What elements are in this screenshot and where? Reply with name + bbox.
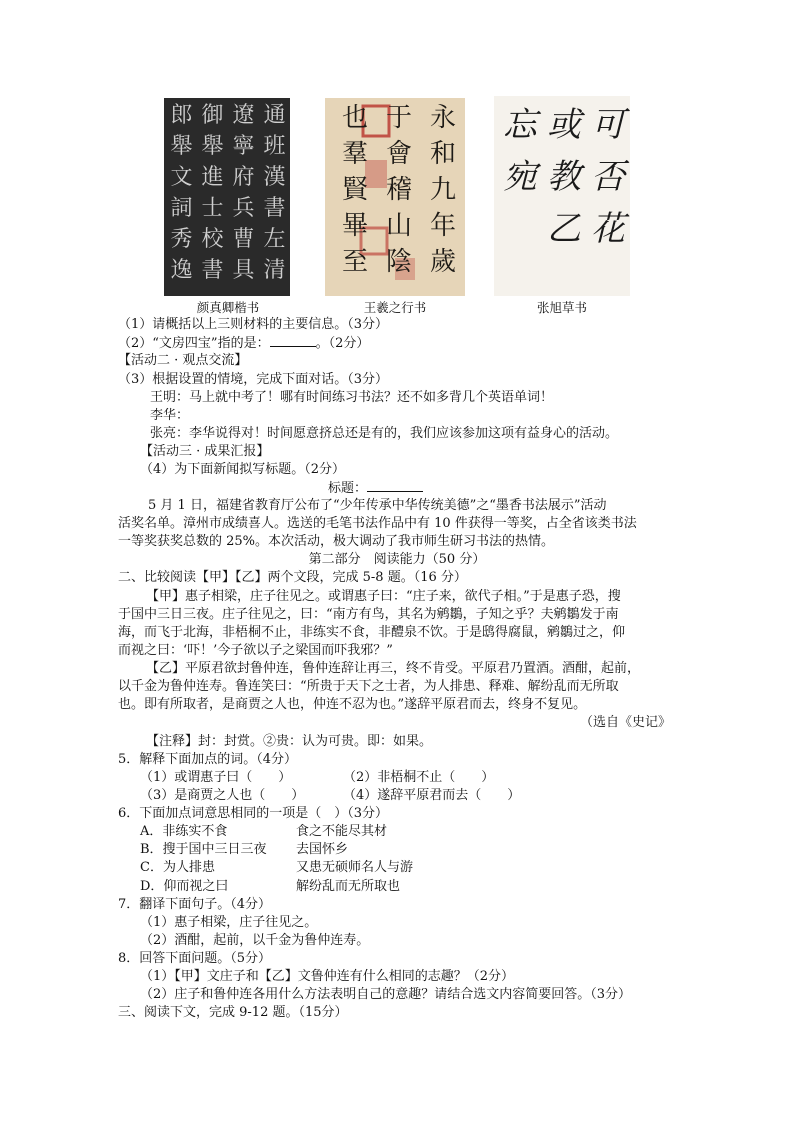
- kaishu-glyph: 詞: [170, 196, 193, 221]
- dialogue-wangming: 王明：马上就中考了！哪有时间练习书法？还不如多背几个英语单词！: [150, 390, 554, 405]
- annotation: 【注释】封：封赏。②贵：认为可贵。即：如果。: [146, 734, 433, 749]
- kaishu-glyph: 進: [201, 165, 224, 190]
- dialogue-lihua: 李华：: [150, 408, 190, 423]
- question-7: 7．翻译下面句子。（4分）: [118, 897, 272, 912]
- kaishu-glyph: 左: [263, 227, 286, 252]
- xingshu-glyph: 賢: [341, 175, 369, 205]
- question-3: （3）根据设置的情境，完成下面对话。（3分）: [118, 372, 389, 387]
- caoshu-glyph: 忘: [503, 105, 537, 145]
- xingshu-glyph: 歲: [429, 247, 457, 277]
- passage-jia-1: 【甲】惠子相梁，庄子往见之。或谓惠子曰：“庄子来，欲代子相。”于是惠子恐，搜: [146, 589, 621, 604]
- question-2-suffix: 。（2分）: [315, 336, 370, 351]
- xingshu-glyph: 永: [429, 103, 457, 133]
- caoshu-glyph: 教: [547, 157, 581, 197]
- news-para-3: 一等奖获奖总数的 25%。本次活动，极大调动了我市师生研习书法的热情。: [118, 534, 555, 549]
- caption-xingshu: 王羲之行书: [363, 300, 427, 315]
- question-6: 6．下面加点词意思相同的一项是（ ）（3分）: [118, 806, 389, 821]
- section-2-heading: 二、比较阅读【甲】【乙】两个文段，完成 5-8 题。（16 分）: [118, 570, 467, 585]
- kaishu-glyph: 書: [263, 196, 286, 221]
- xingshu-glyph: 也: [341, 103, 369, 133]
- xingshu-glyph: 山: [385, 211, 413, 241]
- kaishu-glyph: 書: [201, 258, 224, 283]
- q6-option-b-compare: 去国怀乡: [296, 842, 349, 857]
- kaishu-glyph: 清: [263, 258, 286, 283]
- xingshu-glyph: 至: [341, 247, 369, 277]
- q6-option-a[interactable]: A．非练实不食: [140, 824, 228, 839]
- news-para-1: 5 月 1 日，福建省教育厅公布了“少年传承中华传统美德”之“墨香书法展示”活动: [148, 498, 607, 513]
- passage-yi-2: 以千金为鲁仲连寿。鲁连笑曰：“所贵于天下之士者，为人排患、释难、解纷乱而无所取: [118, 679, 619, 694]
- q5-item-3: （3）是商贾之人也（ ）: [140, 788, 305, 803]
- kaishu-glyph: 士: [201, 196, 224, 221]
- caoshu-glyph: 花: [591, 209, 625, 249]
- caoshu-glyph: 或: [547, 105, 581, 145]
- q6-option-b[interactable]: B．搜于国中三日三夜: [140, 842, 267, 857]
- section-3-heading: 三、阅读下文，完成 9-12 题。（15分）: [118, 1005, 348, 1020]
- source-note: （选自《史记》: [579, 715, 671, 730]
- xingshu-glyph: 陰: [385, 247, 413, 277]
- q5-item-4: （4）遂辞平原君而去（ ）: [343, 788, 521, 803]
- news-title-label: 标题：: [328, 481, 368, 496]
- kaishu-glyph: 郎: [170, 103, 193, 128]
- caoshu-glyph: 否: [591, 157, 625, 197]
- kaishu-glyph: 府: [232, 165, 255, 190]
- kaishu-glyph: 漢: [263, 165, 286, 190]
- xingshu-glyph: 會: [385, 139, 413, 169]
- xingshu-glyph: 于: [385, 103, 413, 133]
- xingshu-glyph: 稽: [385, 175, 413, 205]
- q6-option-c[interactable]: C．为人排患: [140, 860, 215, 875]
- question-4: （4）为下面新闻拟写标题。（2分）: [140, 462, 346, 477]
- caoshu-glyph: 宛: [503, 157, 537, 197]
- xingshu-glyph: 畢: [341, 211, 369, 241]
- kaishu-glyph: 曹: [232, 227, 255, 252]
- caoshu-glyph: 可: [591, 105, 625, 145]
- question-1: （1）请概括以上三则材料的主要信息。（3分）: [118, 317, 389, 332]
- q8-item-1: （1）【甲】文庄子和【乙】文鲁仲连有什么相同的志趣？（2分）: [140, 969, 515, 984]
- kaishu-glyph: 文: [170, 165, 193, 190]
- news-para-2: 活奖名单。漳州市成绩喜人。选送的毛笔书法作品中有 10 件获得一等奖，占全省该类书法: [118, 516, 637, 531]
- kaishu-glyph: 通: [263, 103, 286, 128]
- kaishu-glyph: 舉: [201, 134, 224, 159]
- passage-jia-3: 海，而飞于北海，非梧桐不止，非练实不食，非醴泉不饮。于是鸱得腐鼠，鹓鶵过之，仰: [118, 625, 626, 640]
- question-5: 5．解释下面加点的词。（4分）: [118, 752, 298, 767]
- xingshu-glyph: 九: [429, 175, 457, 205]
- caoshu-calligraphy-image: [494, 96, 630, 296]
- passage-yi-3: 也。即有所取者，是商贾之人也，仲连不忍为也。”遂辞平原君而去，终身不复见。: [118, 697, 587, 712]
- news-title-line: [328, 479, 423, 498]
- caption-kaishu: 颜真卿楷书: [196, 300, 260, 315]
- activity-3-heading: 【活动三 · 成果汇报】: [140, 444, 270, 459]
- passage-yi-1: 【乙】平原君欲封鲁仲连，鲁仲连辞让再三，终不肯受。平原君乃置酒。酒酣，起前，: [146, 661, 641, 676]
- q6-option-c-compare: 又患无硕师名人与游: [296, 860, 414, 875]
- kaishu-glyph: 舉: [170, 134, 193, 159]
- q5-item-2: （2）非梧桐不止（ ）: [343, 770, 495, 785]
- kaishu-glyph: 班: [263, 134, 286, 159]
- q6-option-a-compare: 食之不能尽其材: [296, 824, 388, 839]
- question-8: 8．回答下面问题。（5分）: [118, 951, 272, 966]
- passage-jia-2: 于国中三日三夜。庄子往见之，曰：“南方有鸟，其名为鹓鶵，子知之乎？夫鹓鶵发于南: [118, 607, 619, 622]
- kaishu-calligraphy-image: [164, 98, 290, 296]
- question-2: [118, 334, 369, 353]
- xingshu-glyph: 年: [429, 211, 457, 241]
- answer-blank[interactable]: [270, 334, 316, 347]
- kaishu-glyph: 校: [201, 227, 224, 252]
- title-blank[interactable]: [367, 479, 423, 492]
- dialogue-zhangliang: 张亮：李华说得对！时间愿意挤总还是有的，我们应该参加这项有益身心的活动。: [150, 426, 619, 441]
- xingshu-glyph: 和: [429, 139, 457, 169]
- q5-item-1: （1）或谓惠子曰（ ）: [140, 770, 292, 785]
- passage-jia-4: 而视之曰：‘吓！’今子欲以子之梁国而吓我邪？”: [118, 643, 393, 658]
- kaishu-glyph: 御: [201, 103, 224, 128]
- q7-item-2: （2）酒酣，起前，以千金为鲁仲连寿。: [140, 933, 370, 948]
- part-two-heading: 第二部分 阅读能力（50 分）: [308, 552, 486, 567]
- kaishu-glyph: 兵: [232, 196, 255, 221]
- q8-item-2: （2）庄子和鲁仲连各用什么方法表明自己的意趣？请结合选文内容简要回答。（3分）: [140, 987, 632, 1002]
- xingshu-calligraphy-image: [325, 98, 465, 296]
- activity-2-heading: 【活动二 · 观点交流】: [118, 353, 248, 368]
- q7-item-1: （1）惠子相梁，庄子往见之。: [140, 915, 318, 930]
- q6-option-d-compare: 解纷乱而无所取也: [296, 879, 401, 894]
- caoshu-glyph: 乙: [547, 209, 581, 249]
- kaishu-glyph: 寧: [232, 134, 255, 159]
- q6-option-d[interactable]: D．仰而视之曰: [140, 879, 229, 894]
- kaishu-glyph: 逸: [170, 258, 193, 283]
- caption-caoshu: 张旭草书: [536, 300, 587, 315]
- kaishu-glyph: 具: [232, 258, 255, 283]
- kaishu-glyph: 遼: [232, 103, 255, 128]
- xingshu-glyph: 羣: [341, 139, 369, 169]
- question-2-prefix: （2）“文房四宝”指的是：: [118, 336, 270, 351]
- kaishu-glyph: 秀: [170, 227, 193, 252]
